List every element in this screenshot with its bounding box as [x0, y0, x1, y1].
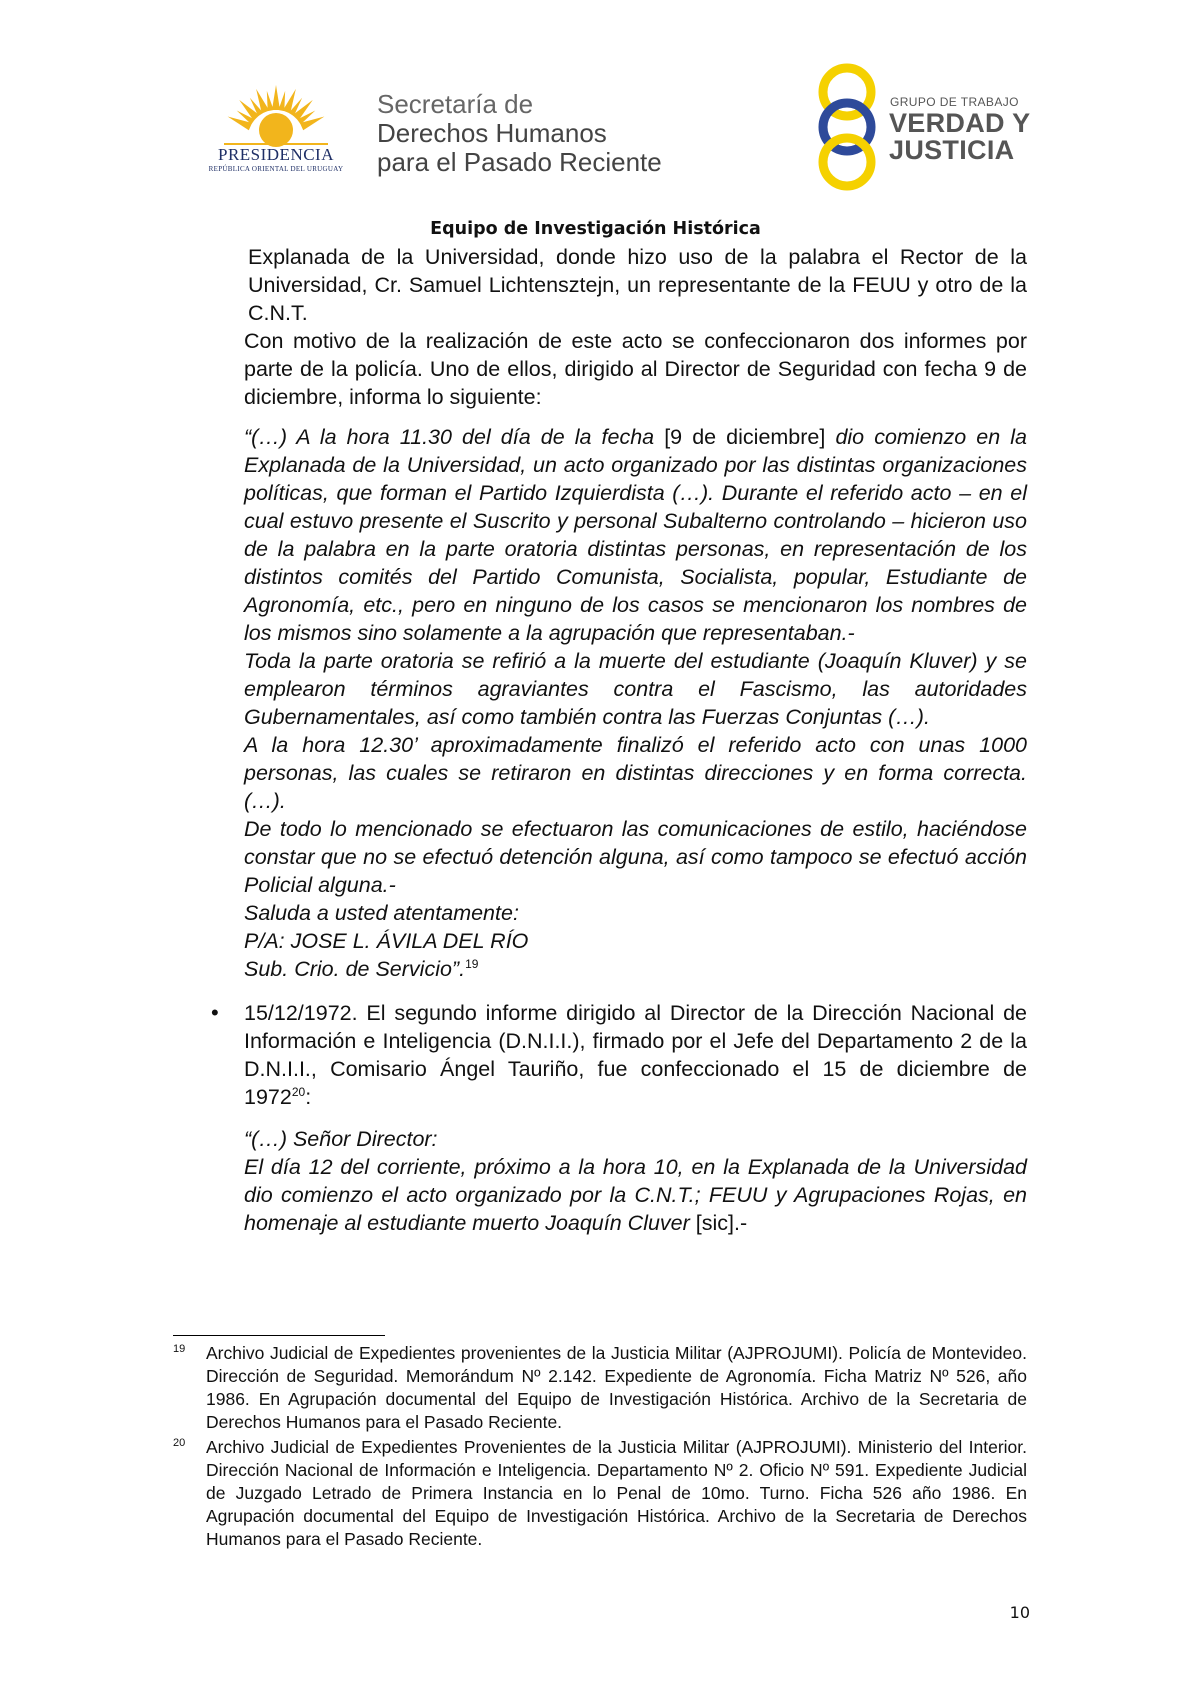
paragraph-2: Con motivo de la realización de este acto se confeccionaron dos informes por parte de la policía. Uno de ellos, dirigido al Director de Seguridad con fecha 9 de diciembre, informa lo siguiente: — [244, 329, 1027, 409]
footnote-number: 19 — [173, 1343, 186, 1355]
quote-2: Toda la parte oratoria se refirió a la muerte del estudiante (Joaquín Kluver) y se emplearon términos agraviantes contra el Fascismo, las autoridades Gubernamentales, así como también contra las Fuerzas Conjuntas (…). — [244, 649, 1027, 729]
quote-signature-role — [244, 955, 1027, 983]
quote-6-part-a: El día 12 del corriente, próximo a la hora 10, en la Explanada de la Universidad dio comienzo el acto organizado por la C.N.T.; FEUU y Agrupaciones Rojas, en homenaje al estudiante muerto Joaquín Cluver — [244, 1155, 1027, 1235]
bullet-icon: • — [211, 1000, 219, 1025]
verdad-justicia-label — [889, 110, 1030, 164]
secretaria-line-1: Secretaría de — [377, 89, 534, 119]
quote-4: De todo lo mencionado se efectuaron las comunicaciones de estilo, haciéndose constar que no se efectuó detención alguna, así como tampoco se efectuó acción Policial alguna.- — [244, 817, 1027, 897]
footnote-text: Archivo Judicial de Expedientes Provenientes de la Justicia Militar (AJPROJUMI). Ministerio del Interior. Dirección Nacional de Información e Inteligencia. Departamento Nº 2. Oficio Nº 591. Expediente Judicial de Juzgado Letrado de Primera Instancia en lo Penal de 10mo. Turno. Ficha 526 año 1986. En Agrupación documental del Equipo de Investigación Histórica. Archivo de la Secretaria de Derechos Humanos para el Pasado Reciente. — [206, 1437, 1027, 1549]
quote-6 — [244, 1153, 1027, 1237]
quote-1 — [244, 423, 1027, 647]
quote-signature: P/A: JOSE L. ÁVILA DEL RÍO — [244, 929, 529, 953]
footnote-19 — [173, 1342, 1027, 1434]
presidencia-sub-label: REPÚBLICA ORIENTAL DEL URUGUAY — [208, 165, 344, 173]
document-body — [211, 243, 1028, 1237]
page-number: 10 — [1009, 1603, 1030, 1622]
quote-3: A la hora 12.30’ aproximadamente finalizó el referido acto con unas 1000 personas, las cuales se retiraron en distintas direcciones y en forma correcta. (…). — [244, 733, 1027, 813]
footnote-number: 20 — [173, 1437, 186, 1449]
paragraph-1: Explanada de la Universidad, donde hizo uso de la palabra el Rector de la Universidad, Cr. Samuel Lichtensztejn, un representante de la FEUU y otro de la C.N.T. — [248, 245, 1027, 325]
bullet-item — [211, 999, 1027, 1111]
secretaria-title — [377, 90, 717, 177]
quote-salutation: Saluda a usted atentamente: — [244, 901, 519, 925]
footnote-20 — [173, 1436, 1027, 1551]
quote-6-part-c: .- — [734, 1211, 748, 1235]
quote-1-part-c: dio comienzo en la Explanada de la Universidad, un acto organizado por las distintas organizaciones políticas, que forman el Partido Izquierdista (…). Durante el referido acto – en el cual estuvo presente el Suscrito y personal Subalterno controlando – hicieron uso de la palabra en la parte oratoria distintas personas, en representación de los distintos comités del Partido Comunista, Socialista, popular, Estudiante de Agronomía, etc., pero en ninguno de los casos se mencionaron los nombres de los mismos sino solamente a la agrupación que representaban.- — [244, 425, 1028, 645]
justicia-line: JUSTICIA — [889, 135, 1015, 165]
verdad-justicia-logo — [812, 62, 882, 192]
quote-5: “(…) Señor Director: — [244, 1127, 438, 1151]
paragraph-3-text: 15/12/1972. El segundo informe dirigido al Director de la Dirección Nacional de Información e Inteligencia (D.N.I.I.), firmado por el Jefe del Departamento 2 de la D.N.I.I., Comisario Ángel Tauriño, fue confeccionado el 15 de diciembre de 1972 — [244, 1001, 1027, 1109]
footnote-ref-20: 20 — [291, 1084, 306, 1099]
paragraph-3 — [244, 999, 1027, 1111]
footnote-text: Archivo Judicial de Expedientes provenientes de la Justicia Militar (AJPROJUMI). Policía de Montevideo. Dirección de Seguridad. Memorándum Nº 2.142. Expediente de Agronomía. Ficha Matriz Nº 526, año 1986. En Agrupación documental del Equipo de Investigación Histórica. Archivo de la Secretaria de Derechos Humanos para el Pasado Reciente. — [206, 1343, 1027, 1432]
quote-1-bracket: [9 de diciembre] — [664, 425, 826, 449]
verdad-line: VERDAD Y — [889, 108, 1031, 138]
presidencia-label: PRESIDENCIA — [217, 145, 334, 164]
grupo-trabajo-label: GRUPO DE TRABAJO — [890, 95, 1019, 109]
quote-1-part-a: “(…) A la hora 11.30 del día de la fecha — [244, 425, 665, 449]
footnotes — [173, 1342, 1027, 1553]
footnote-separator — [173, 1335, 385, 1336]
paragraph-3-end: : — [305, 1085, 312, 1109]
secretaria-line-3: para el Pasado Reciente — [377, 147, 662, 177]
team-title: Equipo de Investigación Histórica — [430, 219, 761, 239]
quote-6-bracket: [sic] — [695, 1211, 735, 1235]
quote-signature-role-text: Sub. Crio. de Servicio”. — [244, 957, 466, 981]
secretaria-line-2: Derechos Humanos — [377, 118, 607, 148]
footnote-ref-19: 19 — [465, 956, 479, 971]
